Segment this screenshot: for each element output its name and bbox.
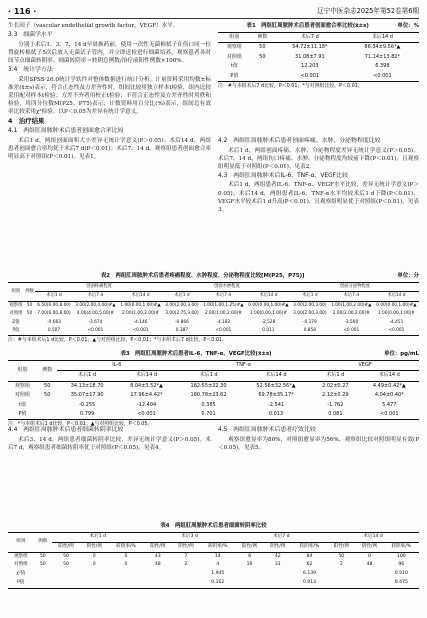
table-cell: 6.139 bbox=[302, 571, 317, 577]
table-cell: -4.146 bbox=[133, 319, 148, 325]
table-cell: 50 bbox=[63, 553, 69, 559]
table2-note: 注：#与本组术后1 d比较，P＜0.01；▲与对照组比较，P＜0.01；*与本组术后7 d比较，P＜0.01。 bbox=[8, 337, 227, 344]
table-cell: 5.477 bbox=[382, 401, 397, 408]
table-header-row: 组别 例数 术后1 d 术后3 d 术后7 d 术后14 d bbox=[8, 532, 419, 542]
section-heading-4-2: 4.2 两组肛周脓肿术后患者创面疼痛、水肿、分泌物程度比较 bbox=[218, 138, 381, 144]
table-cell: 50 bbox=[44, 392, 51, 399]
table-cell: 对照组 bbox=[9, 311, 23, 317]
table3-body bbox=[8, 381, 419, 420]
table-cell: 1.945 bbox=[211, 571, 225, 577]
table-cell: χ²值 bbox=[16, 571, 26, 577]
table-cell: 6.50(6.00,8.00) bbox=[37, 302, 71, 308]
table-cell: -0.663 bbox=[47, 319, 61, 325]
table-cell: 2 bbox=[184, 562, 188, 568]
table-cell: 2.00(1.00,2.00)# bbox=[204, 311, 242, 317]
table-cell: 0 bbox=[92, 553, 96, 559]
paragraph: 术后1 d，两组创面疼痛、水肿、分泌物程度差异无统计学意义(P＞0.05)。术后7、14 d，两组伤口疼痛、水肿、分泌物程度均较前下降(P＜0.01)，且观察组明显低于对照组(P＜0.01)。见表2。 bbox=[218, 147, 419, 170]
table-cell: 0.011 bbox=[262, 327, 275, 333]
table-cell bbox=[144, 579, 172, 588]
table-cell: 50 bbox=[39, 562, 46, 568]
table2-block bbox=[8, 272, 419, 350]
section-heading-4-1: 4.1 两组肛周脓肿术后患者创面愈合率比较 bbox=[8, 128, 124, 135]
table-cell: 43 bbox=[154, 553, 161, 559]
table-cell: <0.001 bbox=[388, 327, 405, 333]
table-row bbox=[8, 310, 419, 318]
table-cell: -2.541 bbox=[267, 401, 285, 408]
table-row bbox=[8, 327, 419, 336]
table-cell: t值 bbox=[19, 401, 26, 408]
table-cell: 2.00(1.00,2.00)# bbox=[122, 311, 160, 317]
table-cell: 7 bbox=[184, 553, 188, 559]
table-cell: 0.475 bbox=[394, 580, 408, 586]
table-cell bbox=[80, 570, 108, 579]
table-cell: 50 bbox=[338, 553, 345, 559]
table3-note: 注：*与本组术后1 d比较，P＜0.01；▲与对照组比较，P＜0.05。 bbox=[8, 421, 153, 428]
table4 bbox=[8, 532, 419, 589]
table-cell: 7.00(6.00,8.00) bbox=[37, 311, 71, 317]
table2 bbox=[8, 282, 419, 336]
table2-caption: 表2 两组肛周脓肿术后患者疼痛程度、水肿程度、分泌物程度比较[M(P25，P75)] 单位：分 bbox=[100, 273, 419, 279]
table-cell: -0.255 bbox=[79, 401, 96, 408]
table-subheader-row: 术后1 d 术后7 d 术后14 d 术后1 d 术后7 d 术后14 d 术后1 d 术后7 d 术后14 d bbox=[8, 292, 419, 301]
table-cell: 31 bbox=[274, 562, 281, 568]
table-row bbox=[8, 561, 419, 570]
table-cell bbox=[264, 570, 292, 579]
table-row bbox=[8, 570, 419, 579]
table-cell: 4 bbox=[216, 562, 220, 568]
table-cell: 2 bbox=[339, 562, 343, 568]
table-cell: 3.00(2.75,3.00) bbox=[165, 311, 199, 317]
table4-body bbox=[8, 552, 419, 588]
paragraph: 观察组愈显率为80%，对照组愈显率为56%，观察组比较对照组明显有效(P＜0.05)。见表5。 bbox=[218, 436, 419, 451]
table1-note: 注：#与本组术后7 d比较，P＜0.01；*与对照组比较，P＜0.01。 bbox=[218, 83, 363, 90]
table-cell: 0.00(0.00,1.00)#▲ bbox=[248, 302, 289, 308]
table-cell: <0.001 bbox=[132, 327, 149, 333]
table-cell: 50 bbox=[26, 302, 33, 308]
left-column-bottom bbox=[8, 425, 211, 519]
table-subheader-row: 术后1 d 术后14 d 术后1 d 术后14 d 术后1 d 术后14 d bbox=[8, 371, 419, 381]
page-header bbox=[8, 4, 419, 19]
paragraph: 术后1 d，两组患者IL-6、TNF-α、VEGF水平比较，差异无统计学意义(P＞0.05)。术后14 d，两组患者IL-6、TNF-α水平均较术后1 d下降(P＜0.01)，VEGF水平较术后1 d升高(P＜0.01)，且观察组明显优于对照组(P＜0.01)。见表3。 bbox=[218, 182, 419, 213]
table-cell: 2.00(2.00,2.00)# bbox=[332, 311, 370, 317]
table-cell: 0.387 bbox=[175, 327, 189, 333]
table-cell: 62 bbox=[306, 562, 313, 568]
table-row bbox=[8, 391, 419, 400]
table-cell: 0.013 bbox=[302, 580, 317, 586]
table-row bbox=[8, 301, 419, 310]
table-subheader-row: 阳性/例 阴性/例 转阴率/% 阳性/例 阴性/例 转阴率/% 阳性/例 阴性/例 转阴率/% 阳性/例 阴性/例 转阴率/% bbox=[8, 542, 419, 552]
table-cell bbox=[24, 318, 35, 326]
table-cell: 0.701 bbox=[201, 411, 216, 418]
table-row bbox=[8, 401, 419, 410]
table-cell: <0.001 bbox=[343, 327, 360, 333]
table-cell bbox=[52, 579, 80, 588]
table1 bbox=[218, 32, 419, 82]
table-cell: 50 bbox=[63, 562, 69, 568]
table-cell: P值 bbox=[17, 580, 25, 586]
table-cell: <0.001 bbox=[380, 411, 399, 418]
table-cell: 48 bbox=[154, 562, 161, 568]
table-cell: 0 bbox=[92, 562, 96, 568]
table-cell: 4.49±0.42*▲ bbox=[372, 382, 406, 389]
table-cell: 1.00(0.00,1.00)# bbox=[377, 311, 415, 317]
table-cell bbox=[172, 570, 200, 579]
table-cell bbox=[108, 570, 143, 579]
table-cell: 观察组 bbox=[9, 302, 23, 308]
table-row: 观察组 50 54.72±11.18* 86.34±9.56*▲ bbox=[226, 44, 401, 51]
table-cell bbox=[327, 570, 355, 579]
left-column-top bbox=[8, 22, 211, 270]
table-cell bbox=[355, 570, 383, 579]
table-cell: 0.799 bbox=[79, 411, 95, 418]
paragraph: 术后1 d，两组创面面积大小差异无统计学意义(P＞0.05)；术后14 d，两组患者创面愈合率均优于术后7 d(P＜0.01)；术后7、14 d，观察组患者创面愈合率明显高于对照组(P＜0.01)。见表1。 bbox=[8, 137, 211, 161]
table-cell: 52.56±32.56*▲ bbox=[256, 382, 296, 389]
table-cell: 0 bbox=[124, 562, 128, 568]
table-cell: 48 bbox=[366, 562, 373, 568]
table-cell bbox=[172, 579, 200, 588]
table-cell bbox=[37, 401, 57, 410]
table-row bbox=[8, 381, 419, 391]
table-cell bbox=[52, 570, 80, 579]
table-cell: 2.02±0.27 bbox=[322, 382, 349, 389]
table-cell: 8.04±3.52*▲ bbox=[130, 382, 163, 389]
table-cell: -2.528 bbox=[261, 319, 276, 325]
section-heading-4-4: 4.4 两组肛周脓肿术后患者细菌转阴率比较 bbox=[8, 427, 124, 433]
table-row: t值 12.203 6.398 bbox=[230, 63, 390, 70]
table-cell: 1.00(1.00,2.00)#▲ bbox=[331, 302, 372, 308]
table-cell: 2.12±0.29 bbox=[322, 392, 349, 399]
table-cell: 0.507 bbox=[47, 327, 61, 333]
table-row bbox=[8, 318, 419, 326]
journal-name: 辽宁中医杂志2025年第52卷第6期 bbox=[317, 7, 419, 15]
table-cell: 84 bbox=[306, 553, 313, 559]
table-cell: -12.404 bbox=[136, 401, 157, 408]
table-cell: 35.07±17.90 bbox=[70, 392, 104, 399]
table-cell: 50 bbox=[26, 311, 33, 317]
table-cell: 观察组 bbox=[13, 553, 28, 559]
table-cell: 1.00(1.00,1.25)#▲ bbox=[203, 302, 244, 308]
section-heading-3-4: 3.4 统计学方法 bbox=[8, 67, 53, 73]
table-cell: 观察组 bbox=[14, 382, 30, 389]
table-cell bbox=[80, 579, 108, 588]
table-cell: <0.001 bbox=[215, 327, 232, 333]
table-cell: 0.510 bbox=[394, 571, 408, 577]
table-cell: 17.96±4.42* bbox=[130, 392, 163, 399]
table-cell: 0.081 bbox=[328, 411, 343, 418]
table-cell: 0.00(0.00,1.00)#▲ bbox=[376, 302, 417, 308]
table-cell: P值 bbox=[12, 327, 20, 333]
table3-caption: 表3 两组肛周脓肿术后患者IL-6、TNF-α、VEGF比较(x̄±s) 单位：pg/mL bbox=[120, 351, 419, 357]
table1-caption: 表1 两组肛周脓肿术后患者创面愈合率比较(x̄±s) 单位：% bbox=[246, 23, 419, 29]
table1-block bbox=[218, 22, 419, 134]
table-cell: -3.674 bbox=[88, 319, 103, 325]
table-cell: <0.001 bbox=[87, 327, 104, 333]
table4-block bbox=[8, 522, 419, 614]
table3 bbox=[8, 360, 419, 421]
table-header-row: 组别 例数 创面疼痛程度 创面水肿程度 创面分泌物程度 bbox=[8, 282, 419, 291]
table-cell bbox=[264, 579, 292, 588]
table-cell: 42 bbox=[274, 553, 281, 559]
right-column-text bbox=[218, 136, 419, 270]
page-number: · 116 · bbox=[8, 7, 37, 16]
table-cell: 3.00(2.00,4.00)#▲ bbox=[75, 302, 116, 308]
table-header-row: 组别 例数 术后7 d 术后14 d bbox=[218, 32, 419, 42]
table-cell bbox=[235, 579, 263, 588]
table-cell: 100 bbox=[396, 553, 406, 559]
table-cell: 3.00(2.00,3.00) bbox=[293, 311, 327, 317]
table-cell: 4.04±0.40* bbox=[374, 392, 404, 399]
section-heading-4-3: 4.3 两组肛周脓肿术后IL-6、TNF-α、VEGF比较 bbox=[218, 172, 348, 179]
table-cell bbox=[327, 579, 355, 588]
table-cell: 8 bbox=[248, 553, 251, 559]
paragraph: 术后3、14 d，两组患者细菌转阴率比较，差异无统计学意义(P＞0.05)。术后7 d，观察组患者细菌转阴率优于对照组(P＜0.05)。见表4。 bbox=[8, 436, 211, 451]
section-heading-4: 4 治疗结果 bbox=[8, 117, 45, 126]
table-cell: 0.162 bbox=[211, 580, 225, 586]
right-column-bottom bbox=[218, 425, 419, 519]
table-cell: <0.001 bbox=[137, 411, 156, 418]
table-cell: 1.00(0.00,1.00)# bbox=[249, 311, 287, 317]
table-cell: 3.00(2.00,3.00) bbox=[293, 302, 327, 308]
table-cell bbox=[37, 410, 57, 420]
table4-caption: 表4 两组肛周脓肿术后患者细菌转阴率比较 bbox=[160, 523, 267, 529]
table-cell: 180.78±23.62 bbox=[190, 392, 227, 399]
table-cell: -3.500 bbox=[344, 319, 359, 325]
table3-block bbox=[8, 350, 419, 428]
table-cell bbox=[34, 579, 52, 588]
table-cell: 1.00(0.00,1.00)#▲ bbox=[120, 302, 161, 308]
table-cell: 4.00(4.00,5.00)# bbox=[76, 311, 114, 317]
section-heading-4-5: 4.5 两组肛周脓肿术后患者疗效比较 bbox=[218, 427, 316, 433]
table-cell: 50 bbox=[44, 382, 51, 389]
table-cell bbox=[355, 579, 383, 588]
table-cell: 0.858 bbox=[303, 327, 316, 333]
table-cell: -4.451 bbox=[389, 319, 404, 325]
table-cell bbox=[108, 579, 143, 588]
table-cell: 对照组 bbox=[14, 392, 30, 399]
table-cell: 69.78±35.17* bbox=[258, 392, 294, 399]
paragraph: 采用SPSS 26.0统计学软件对整体数据进行统计分析。计量资料采用均数±标准差(x̄±s)表示，符合正态性及方差齐性时，组间比较用独立样本t检验，组内比较采用配对样本t检验；方差不齐者用校正t检验；不符合正态性及方差齐性时用秩和检验，用四分位数M(P25，P75)表示；计数资料用百分比(%)表示，组间总有效率比较采用χ²检验。以P＜0.05为差异有统计学意义。 bbox=[8, 76, 211, 115]
table-cell bbox=[34, 570, 52, 579]
table-cell: -1.762 bbox=[327, 401, 344, 408]
table-cell bbox=[144, 570, 172, 579]
table-cell: 96 bbox=[398, 562, 405, 568]
table-row bbox=[8, 552, 419, 561]
table-cell: 3.00(2.00,3.00) bbox=[165, 302, 199, 308]
section-heading-3-3: 3.3 细菌学水平 bbox=[8, 32, 53, 39]
table-cell: -0.179 bbox=[302, 319, 317, 325]
table-cell bbox=[235, 570, 263, 579]
table-cell: 0 bbox=[124, 553, 128, 559]
table-cell: 0 bbox=[368, 553, 371, 559]
table-cell: -0.866 bbox=[175, 319, 189, 325]
table-row bbox=[8, 579, 419, 588]
table-row bbox=[8, 410, 419, 420]
table-cell: 0.013 bbox=[268, 411, 284, 418]
table-row: 对照组 50 31.08±7.91 71.14±13.82* bbox=[226, 53, 401, 60]
table-cell: 对照组 bbox=[13, 562, 28, 568]
table-cell: 50 bbox=[39, 553, 46, 559]
table-cell: 0.385 bbox=[201, 401, 216, 408]
table-cell: P值 bbox=[18, 411, 27, 418]
table2-body bbox=[8, 301, 419, 336]
table-cell: Z值 bbox=[12, 319, 20, 325]
table-cell: 34.13±18.70 bbox=[70, 382, 104, 389]
table-cell: -4.182 bbox=[216, 319, 231, 325]
table-cell bbox=[24, 327, 35, 336]
table-row: P值 <0.001 <0.001 bbox=[218, 72, 419, 82]
table-cell: 14 bbox=[214, 553, 221, 559]
table-cell: 19 bbox=[246, 562, 253, 568]
table-cell: 182.55±22.30 bbox=[190, 382, 227, 389]
table-header-row: 组别 例数 IL-6 TNF-α VEGF bbox=[8, 360, 419, 370]
paragraph: 生长因子（vascular endothelial growth factor，VEGF）水平。 bbox=[8, 23, 179, 29]
paragraph: 分别于术后1、3、7、14 d早晨换药前，使用一次性无菌棉拭子在伤口同一位置旋转棉拭子5次后放入无菌试子管内，并立即送检进行细菌培养，观察患者各时间节点细菌转阴率。细菌转阴率＝转阴总例数/治疗前阳性例数×100%。 bbox=[8, 41, 211, 64]
